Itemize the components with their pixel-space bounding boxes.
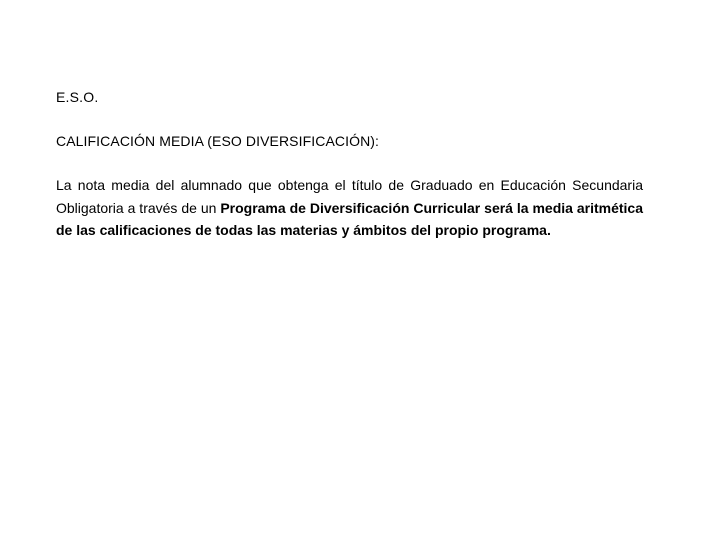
document-subheading: CALIFICACIÓN MEDIA (ESO DIVERSIFICACIÓN): bbox=[56, 133, 380, 149]
document-paragraph bbox=[56, 174, 643, 242]
paragraph-text: La nota media del alumnado que obtenga el título de Graduado en Educación Secundaria Obligatoria a través de un bbox=[56, 177, 643, 216]
paragraph-bold-text: Programa de Diversificación Curricular será la media aritmética de las calificaciones de todas las materias y ámbitos del propio programa. bbox=[56, 199, 643, 238]
document-heading: E.S.O. bbox=[56, 89, 99, 105]
